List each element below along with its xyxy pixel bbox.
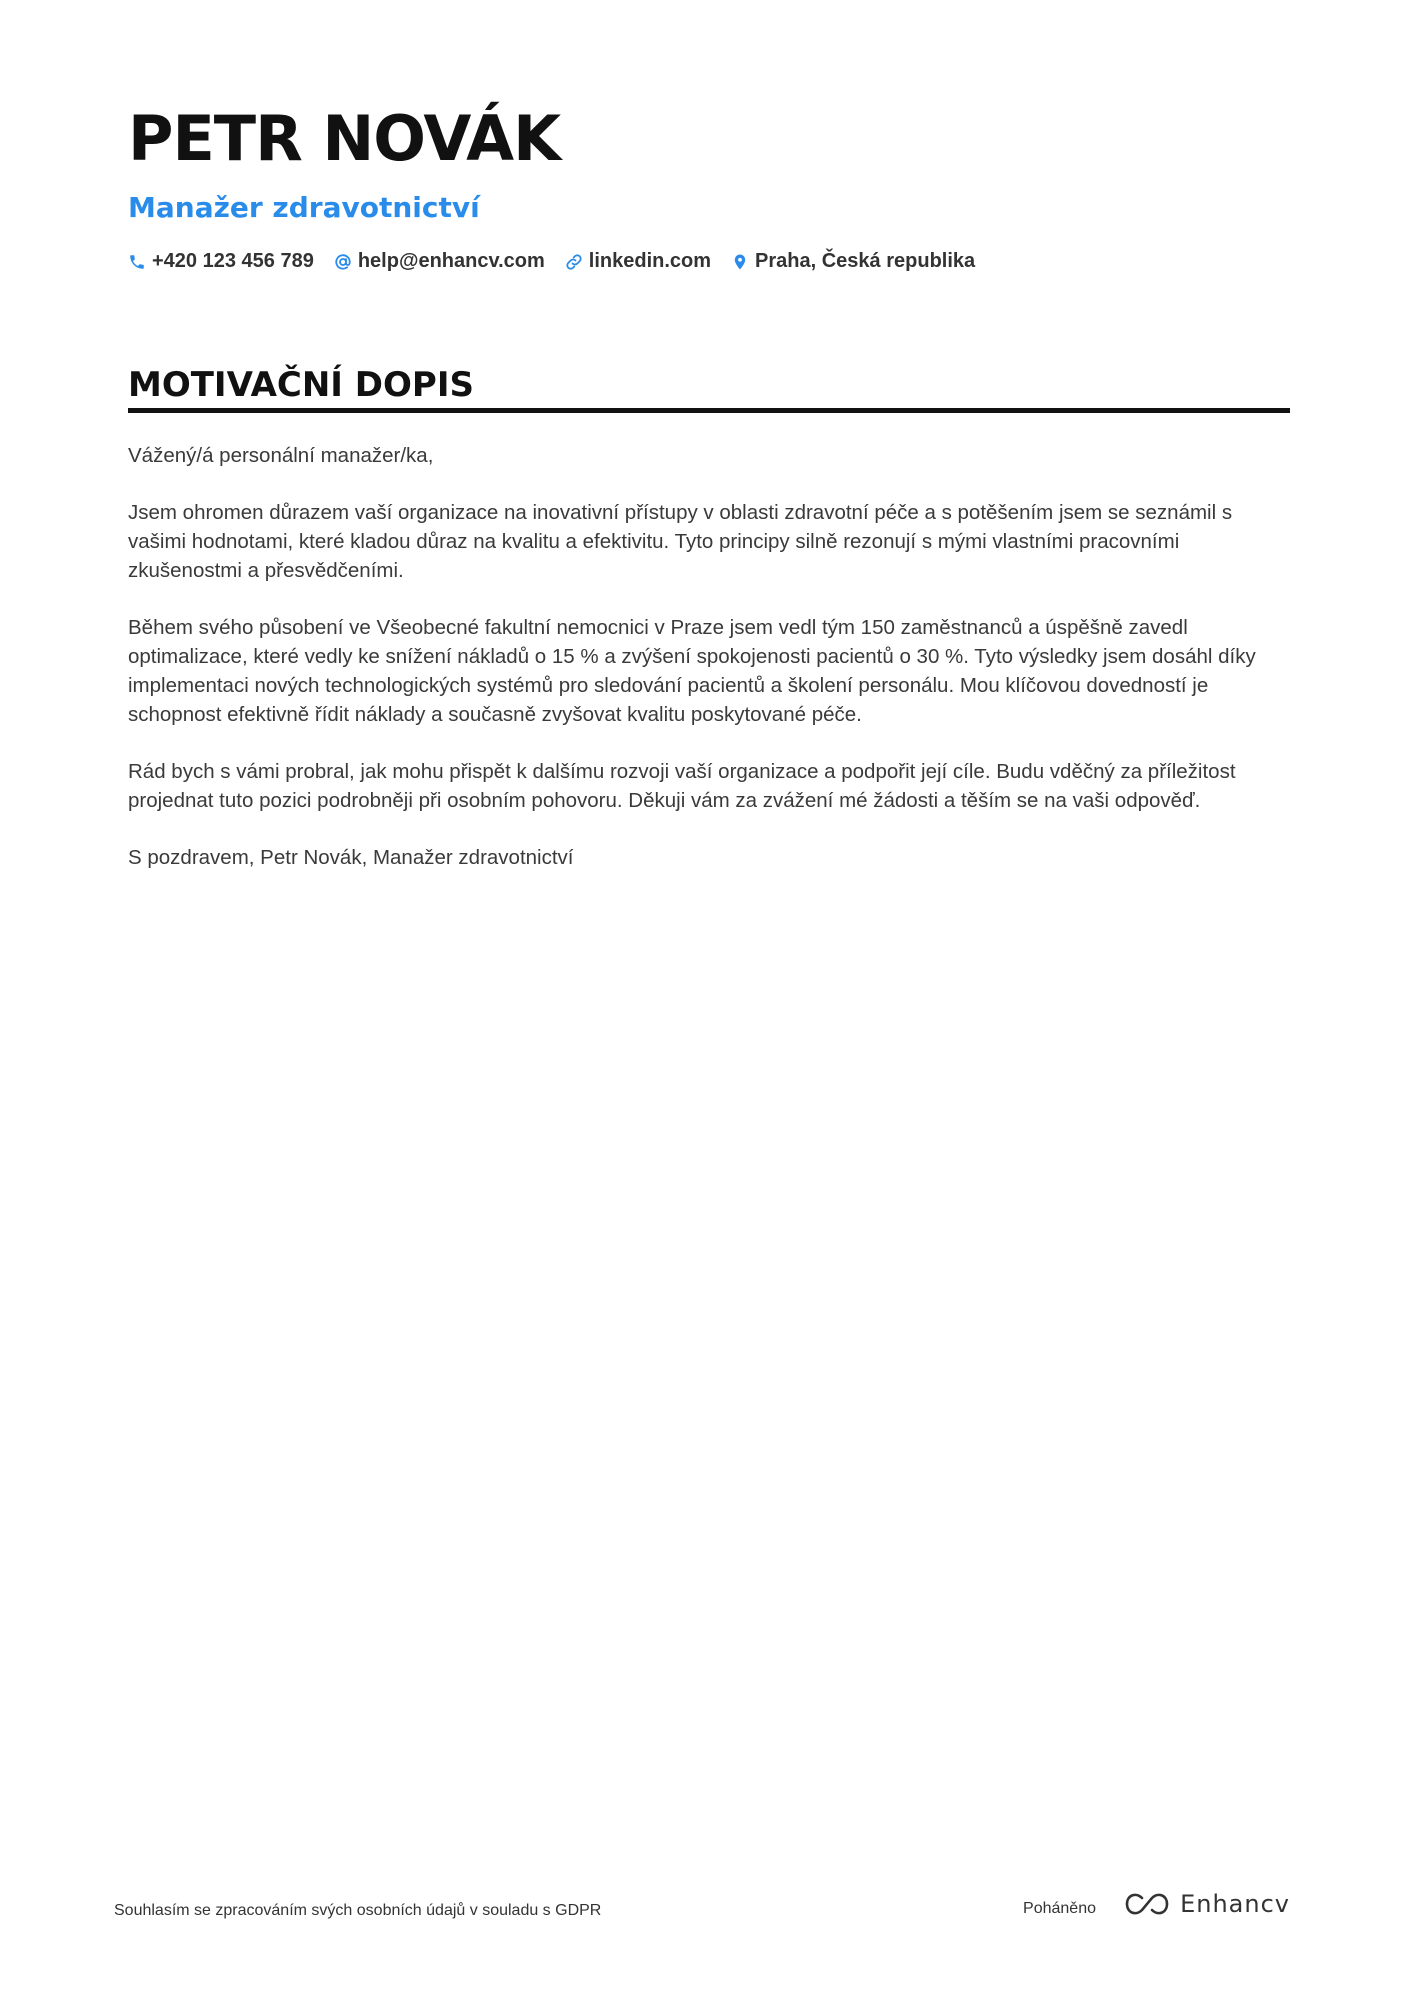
contact-phone bbox=[128, 250, 314, 273]
location-text: Praha, Česká republika bbox=[755, 250, 976, 272]
contact-location bbox=[731, 250, 975, 273]
at-icon bbox=[334, 253, 352, 271]
contact-email[interactable] bbox=[334, 250, 545, 273]
powered-by-label: Poháněno bbox=[1023, 1900, 1096, 1917]
brand-name: Enhancv bbox=[1180, 1890, 1290, 1918]
link-icon bbox=[565, 253, 583, 271]
phone-text: +420 123 456 789 bbox=[152, 250, 314, 272]
footer bbox=[114, 1890, 1290, 1930]
section-title: MOTIVAČNÍ DOPIS bbox=[128, 368, 1290, 413]
letter-paragraph-3: Rád bych s vámi probral, jak mohu přispět k dalšímu rozvoji vaší organizace a podpořit její cíle. Budu vděčný za příležitost projednat tuto pozici podrobněji při osobním pohovoru. Děkuji vám za zvážení mé žádosti a těším se na vaši odpověď. bbox=[128, 760, 1236, 812]
linkedin-text: linkedin.com bbox=[588, 250, 712, 272]
header bbox=[128, 102, 1290, 273]
contact-linkedin[interactable] bbox=[565, 250, 711, 273]
candidate-role: Manažer zdravotnictví bbox=[128, 191, 480, 224]
letter-body bbox=[128, 441, 1290, 872]
brand-logo[interactable] bbox=[1124, 1890, 1290, 1918]
letter-closing: S pozdravem, Petr Novák, Manažer zdravotnictví bbox=[128, 846, 574, 869]
gdpr-consent: Souhlasím se zpracováním svých osobních údajů v souladu s GDPR bbox=[114, 1902, 602, 1919]
candidate-name: PETR NOVÁK bbox=[128, 102, 561, 175]
letter-paragraph-2: Během svého působení ve Všeobecné fakultní nemocnici v Praze jsem vedl tým 150 zaměstnanců a úspěšně zavedl optimalizace, které vedly ke snížení nákladů o 15 % a zvýšení spokojenosti pacientů o 30 %. Tyto výsledky jsem dosáhl díky implementaci nových technologických systémů pro sledování pacientů a školení personálu. Mou klíčovou dovedností je schopnost efektivně řídit náklady a současně zvyšovat kvalitu poskytované péče. bbox=[128, 616, 1256, 726]
letter-greeting: Vážený/á personální manažer/ka, bbox=[128, 444, 434, 467]
email-text: help@enhancv.com bbox=[357, 250, 545, 272]
cover-letter-section bbox=[128, 365, 1290, 900]
phone-icon bbox=[128, 253, 146, 271]
contact-bar bbox=[128, 250, 1290, 273]
location-pin-icon bbox=[731, 253, 749, 271]
enhancv-logo-icon bbox=[1124, 1890, 1170, 1918]
letter-paragraph-1: Jsem ohromen důrazem vaší organizace na inovativní přístupy v oblasti zdravotní péče a s potěšením jsem se seznámil s vašimi hodnotami, které kladou důraz na kvalitu a efektivitu. Tyto principy silně rezonují s mými vlastními pracovními zkušenostmi a přesvědčeními. bbox=[128, 501, 1233, 582]
